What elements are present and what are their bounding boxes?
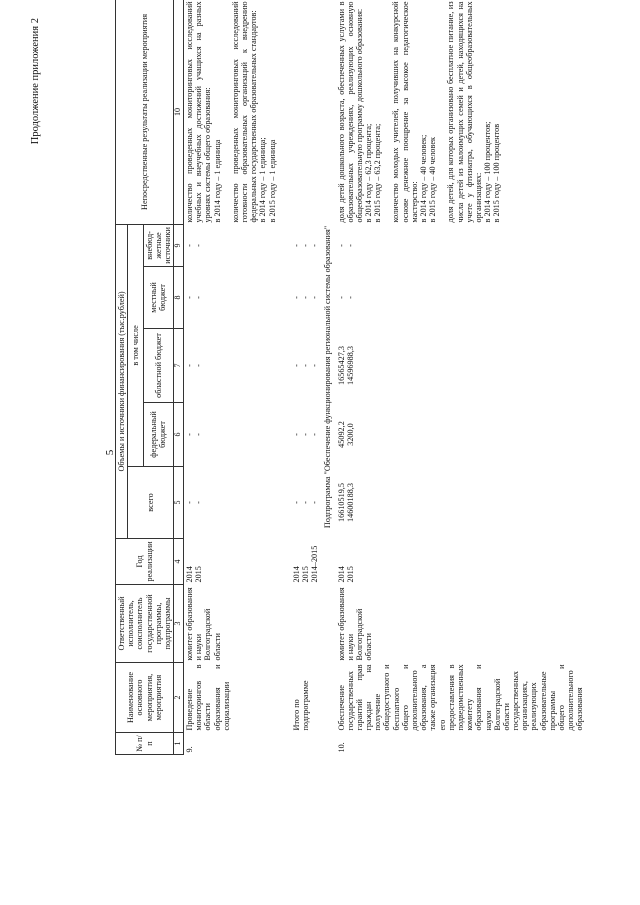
value: - bbox=[300, 433, 310, 436]
result-line: в 2014 году – 62,3 процента; bbox=[364, 123, 374, 223]
value: - bbox=[185, 433, 195, 436]
row10-regional bbox=[336, 329, 586, 403]
year: 2014–2015 bbox=[310, 545, 320, 583]
year: 2014 bbox=[336, 566, 346, 583]
col-no-header: № п/п bbox=[116, 733, 174, 755]
row10-local bbox=[336, 267, 586, 329]
table-row-itogo bbox=[278, 0, 321, 755]
year: 2015 bbox=[300, 566, 310, 583]
col-regional-header: областной бюджет bbox=[143, 329, 174, 403]
value: 16610519,5 bbox=[336, 483, 346, 522]
result-line: в 2014 году – 1 единица bbox=[212, 139, 222, 223]
col-number: 4 bbox=[174, 539, 184, 585]
row10-responsible: комитет образования и науки Волгоградской области bbox=[336, 587, 374, 661]
value: - bbox=[194, 244, 204, 247]
col-extra-header: внебюд-жетные источники bbox=[143, 224, 174, 266]
row9-extra bbox=[184, 224, 278, 266]
itogo-extra bbox=[278, 224, 321, 266]
value: - bbox=[185, 501, 195, 504]
year: 2015 bbox=[345, 566, 355, 583]
table-row-9 bbox=[184, 0, 278, 755]
col-number: 6 bbox=[174, 403, 184, 467]
value: - bbox=[300, 364, 310, 367]
col-number: 3 bbox=[174, 585, 184, 663]
page-number: 5 bbox=[104, 449, 116, 456]
value: - bbox=[336, 244, 346, 247]
value: - bbox=[194, 296, 204, 299]
result-line: в 2015 году – 1 единица bbox=[267, 139, 277, 223]
value: - bbox=[185, 296, 195, 299]
row10-name: Обеспечение государственных гарантий прав граждан на получение общедоступного и бесплатного общего и дополнительного образования, а также организация его предоставления в подведомственных комитету образования и науки Волгоградской области государственных организациях, реализующих образовательные программы общего и дополнительного образования bbox=[336, 664, 585, 731]
result-line: в 2015 году – 40 человек bbox=[428, 137, 438, 223]
value: - bbox=[336, 296, 346, 299]
col-number: 8 bbox=[174, 267, 184, 329]
year: 2014 bbox=[185, 566, 195, 583]
col-name-header: Наименование основного мероприятия, мероприятия bbox=[116, 663, 174, 733]
col-number: 5 bbox=[174, 467, 184, 539]
value: - bbox=[194, 433, 204, 436]
col-result-header: Непосредственные результаты реализации мероприятия bbox=[116, 0, 174, 224]
row9-result bbox=[184, 0, 278, 224]
incl-header: в том числе bbox=[128, 224, 143, 466]
itogo-local bbox=[278, 267, 321, 329]
header-row-1 bbox=[116, 0, 128, 755]
row9-federal bbox=[184, 403, 278, 467]
result-line: количество проведенных мониторинговых исследований готовности образовательных организаций к внедрению федеральных государственных образовательных стандартов: bbox=[230, 1, 259, 223]
result-line: в 2014 году – 1 единица; bbox=[258, 137, 268, 223]
result-line: количество проведенных мониторинговых исследований учебных и внеучебных достижений учащихся на разных уровнях системы общего образования: bbox=[185, 1, 213, 223]
value: 14596988,3 bbox=[345, 346, 355, 385]
col-year-header: Год реализации bbox=[116, 539, 174, 585]
col-federal-header: федеральный бюджет bbox=[143, 403, 174, 467]
table-row-10 bbox=[336, 0, 586, 755]
row10-years bbox=[336, 539, 586, 585]
result-line: в 2015 году – 100 процентов bbox=[492, 123, 502, 223]
row9-local bbox=[184, 267, 278, 329]
value: - bbox=[291, 296, 301, 299]
value: - bbox=[300, 501, 310, 504]
activities-table bbox=[115, 0, 586, 755]
itogo-federal bbox=[278, 403, 321, 467]
col-local-header: местный бюджет bbox=[143, 267, 174, 329]
itogo-regional bbox=[278, 329, 321, 403]
row9-name: Проведение мониторингов в области образования и социализации bbox=[185, 664, 231, 731]
value: - bbox=[300, 296, 310, 299]
value: 45092,2 bbox=[336, 421, 346, 448]
itogo-years bbox=[278, 539, 321, 585]
year: 2015 bbox=[194, 566, 204, 583]
value: - bbox=[310, 364, 320, 367]
value: - bbox=[185, 364, 195, 367]
row9-no: 9. bbox=[185, 746, 195, 753]
itogo-total bbox=[278, 467, 321, 539]
value: - bbox=[345, 244, 355, 247]
section-row bbox=[320, 0, 335, 755]
value: - bbox=[291, 433, 301, 436]
col-number: 2 bbox=[174, 663, 184, 733]
row9-total bbox=[184, 467, 278, 539]
col-number: 9 bbox=[174, 224, 184, 266]
row10-extra bbox=[336, 224, 586, 266]
value: 14600188,3 bbox=[345, 483, 355, 522]
value: - bbox=[310, 501, 320, 504]
value: 3200,0 bbox=[345, 423, 355, 446]
col-total-header: всего bbox=[128, 467, 174, 539]
value: - bbox=[300, 244, 310, 247]
row10-total bbox=[336, 467, 586, 539]
value: - bbox=[310, 433, 320, 436]
result-line: в 2015 году – 63,2 процента; bbox=[373, 123, 383, 223]
row10-federal bbox=[336, 403, 586, 467]
result-line: в 2014 году – 100 процентов; bbox=[483, 121, 493, 223]
section-title: Подпрограмма "Обеспечение функционирования региональной системы образования" bbox=[323, 225, 333, 529]
col-number: 1 bbox=[174, 733, 184, 755]
value: - bbox=[310, 244, 320, 247]
col-number: 7 bbox=[174, 329, 184, 403]
appendix-continuation: Продолжение приложения 2 bbox=[30, 18, 41, 145]
itogo-label: Итого по подпрограмме bbox=[291, 680, 310, 731]
row10-no: 10. bbox=[336, 742, 346, 753]
column-numbers-row bbox=[174, 0, 184, 755]
funding-header: Объемы и источники финансирования (тыс.рублей) bbox=[116, 224, 128, 538]
row10-result bbox=[336, 0, 586, 224]
value: - bbox=[291, 244, 301, 247]
value: - bbox=[291, 501, 301, 504]
value: - bbox=[291, 364, 301, 367]
col-number: 10 bbox=[174, 0, 184, 224]
value: - bbox=[194, 501, 204, 504]
row9-years bbox=[184, 539, 278, 585]
year: 2014 bbox=[291, 566, 301, 583]
result-line: доля детей, для которых организовано бесплатное питание, из числа детей из малоимущих семей и детей, находящихся на учете у фтизиатра, обучающихся в общеобразовательных организациях: bbox=[446, 1, 483, 223]
col-responsible-header: Ответственный исполнитель, соисполнитель государственной программы, подпрограммы bbox=[116, 585, 174, 663]
value: - bbox=[194, 364, 204, 367]
value: - bbox=[345, 296, 355, 299]
row9-regional bbox=[184, 329, 278, 403]
result-line: количество молодых учителей, получивших на конкурсной основе денежное поощрение за высокое педагогическое мастерство: bbox=[391, 1, 419, 223]
result-line: в 2014 году – 40 человек; bbox=[419, 134, 429, 223]
value: 16565427,3 bbox=[336, 346, 346, 385]
result-line: доля детей дошкольного возраста, обеспеченных услугами в образовательных учреждениях, реализующих основную общеобразовательную программу дошкольного образования: bbox=[336, 1, 364, 223]
row9-responsible: комитет образования и науки Волгоградской области bbox=[185, 587, 222, 661]
value: - bbox=[310, 296, 320, 299]
value: - bbox=[185, 244, 195, 247]
